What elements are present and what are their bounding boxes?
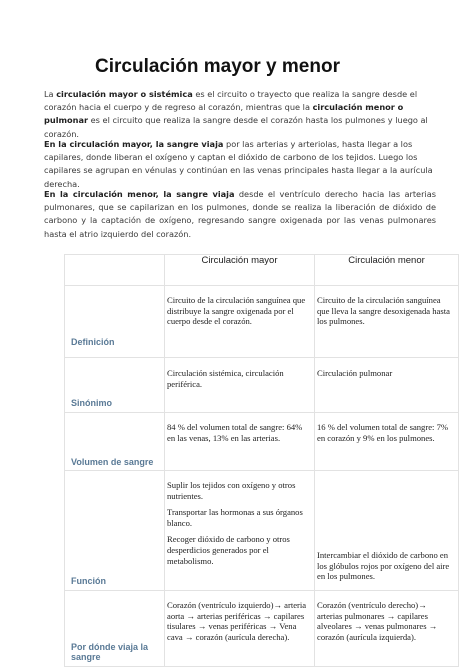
mayor-text: por las arterias y arteriolas, hasta llegar a los capilares, donde liberan el oxígeno y captan el dióxido de carbono de los tejidos. Luego los capilares se agrupan en vénulas y continúan en las venas principales hasta llegar a la aurícula derecha.	[44, 139, 433, 189]
header-menor: Circulación menor	[315, 255, 459, 286]
page-title: Circulación mayor y menor	[95, 56, 340, 77]
intro-text-1: La	[44, 89, 57, 99]
table-row-sinonimo	[65, 358, 459, 413]
row-label: Por dónde viaja la sangre	[65, 591, 165, 667]
comparison-table	[64, 254, 459, 667]
cell-mayor	[165, 286, 315, 358]
cell-menor	[315, 358, 459, 413]
table-header-row	[65, 255, 459, 286]
cell-text: Corazón (ventrículo derecho)→ arterias pulmonares → capilares alveolares → venas pulmonares → corazón (aurícula izquierda).	[317, 600, 438, 642]
intro-text-3: es el circuito que realiza la sangre desde el corazón hasta los pulmones y luego al corazón.	[44, 115, 428, 139]
table-row-recorrido	[65, 591, 459, 667]
cell-text: Transportar las hormonas a sus órganos blanco.	[167, 507, 303, 528]
cell-menor	[315, 471, 459, 591]
table-row-funcion	[65, 471, 459, 591]
table-row-volumen	[65, 413, 459, 471]
cell-text: 16 % del volumen total de sangre: 7% en corazón y 9% en los pulmones.	[317, 422, 449, 443]
cell-mayor	[165, 591, 315, 667]
menor-paragraph	[44, 188, 436, 241]
cell-text: Circulación pulmonar	[317, 368, 393, 378]
cell-text: 84 % del volumen total de sangre: 64% en las venas, 13% en las arterias.	[167, 422, 303, 443]
intro-bold-menor: circulación menor o pulmonar	[44, 102, 404, 126]
cell-text: Corazón (ventrículo izquierdo)→ arteria aorta → arterias periféricas → capilares tisulares → venas periféricas → Vena cava → corazón (aurícula derecha).	[167, 600, 307, 642]
table-row-definicion	[65, 286, 459, 358]
intro-paragraph	[44, 88, 436, 141]
cell-text: Circulación sistémica, circulación periférica.	[167, 368, 284, 389]
cell-menor	[315, 286, 459, 358]
intro-bold-mayor: circulación mayor o sistémica	[56, 89, 193, 99]
cell-menor	[315, 413, 459, 471]
cell-text: Recoger dióxido de carbono y otros desperdicios generados por el metabolismo.	[167, 534, 290, 566]
mayor-bold-lead: En la circulación mayor, la sangre viaja	[44, 139, 224, 149]
menor-bold-lead: En la circulación menor, la sangre viaja	[44, 189, 235, 199]
row-label: Definición	[65, 286, 165, 358]
cell-mayor	[165, 358, 315, 413]
cell-text: Circuito de la circulación sanguínea que lleva la sangre desoxigenada hasta los pulmones.	[317, 295, 450, 327]
row-label: Sinónimo	[65, 358, 165, 413]
cell-mayor	[165, 413, 315, 471]
cell-mayor	[165, 471, 315, 591]
header-mayor: Circulación mayor	[165, 255, 315, 286]
row-label: Función	[65, 471, 165, 591]
mayor-paragraph	[44, 138, 436, 191]
intro-text-2: es el circuito o trayecto que realiza la sangre desde el corazón hacia el cuerpo y de regreso al corazón, mientras que la	[44, 89, 418, 113]
menor-text: desde el ventrículo derecho hacia las arterias pulmonares, que se capilarizan en los pulmones, donde se realiza la liberación de dióxido de carbono y la captación de oxígeno, regresando sangre oxigenada por las venas pulmonares hasta el atrio izquierdo del corazón.	[44, 189, 437, 239]
row-label: Volumen de sangre	[65, 413, 165, 471]
cell-text: Intercambiar el dióxido de carbono en los glóbulos rojos por oxígeno del aire en los pulmones.	[317, 550, 450, 582]
cell-text: Suplir los tejidos con oxígeno y otros nutrientes.	[167, 480, 296, 501]
cell-menor	[315, 591, 459, 667]
header-empty	[65, 255, 165, 286]
cell-text: Circuito de la circulación sanguínea que distribuye la sangre oxigenada por el cuerpo desde el corazón.	[167, 295, 306, 327]
